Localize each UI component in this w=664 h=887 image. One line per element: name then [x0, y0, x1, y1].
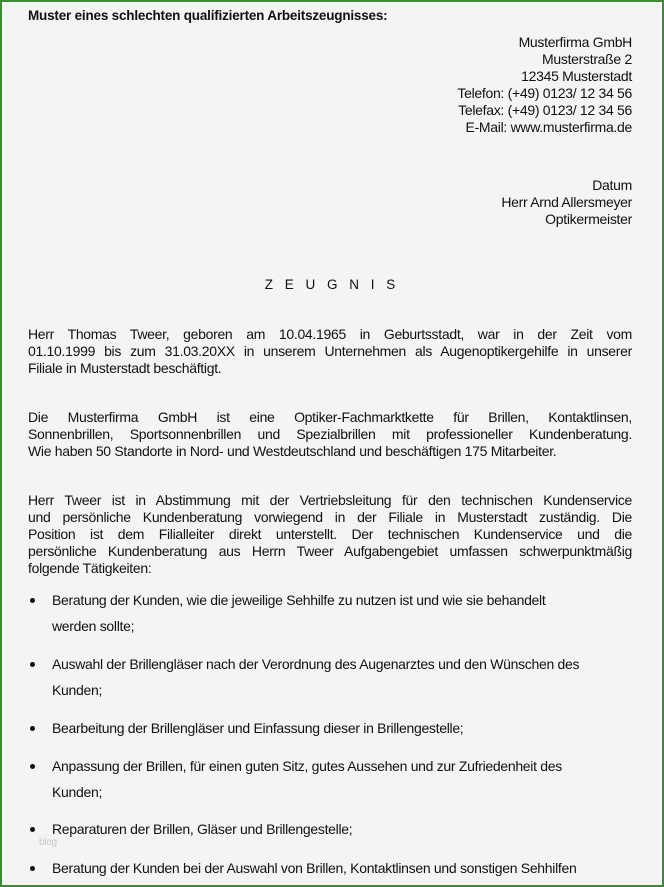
list-item: Beratung der Kunden, wie die jeweilige Sehhilfe zu nutzen ist und wie sie behandelt werden sollte; — [28, 587, 634, 639]
company-name: Musterfirma GmbH — [518, 34, 632, 50]
paragraph-employment — [28, 326, 632, 377]
text-line: Wie haben 50 Standorte in Nord- und Westdeutschland und beschäftigen 175 Mitarbeiter. — [28, 443, 557, 459]
company-street: Musterstraße 2 — [542, 51, 632, 67]
date: Datum — [592, 177, 632, 193]
signer-title: Optikermeister — [545, 211, 632, 227]
text-line: Herr Tweer ist in Abstimmung mit der Vertriebsleitung für den technischen Kundenservice — [28, 492, 632, 508]
company-address — [457, 34, 632, 136]
list-item: Anpassung der Brillen, für einen guten Sitz, gutes Aussehen und zur Zufriedenheit des Kunden; — [28, 753, 634, 805]
document-title: Muster eines schlechten qualifizierten Arbeitszeugnisses: — [28, 8, 388, 23]
certificate-heading: Z E U G N I S — [264, 277, 400, 292]
list-item: Auswahl der Brillengläser nach der Verordnung des Augenarztes und den Wünschen des Kunden; — [28, 651, 634, 703]
text-line: Sonnenbrillen, Sportsonnenbrillen und Spezialbrillen mit professioneller Kundenberatung. — [28, 426, 632, 442]
text-line: persönliche Kundenberatung aus Herrn Tweer Aufgabengebiet umfassen schwerpunktmäßig — [28, 543, 632, 559]
company-city: 12345 Musterstadt — [521, 68, 632, 84]
watermark: blog — [39, 837, 57, 848]
bullet-icon — [30, 726, 35, 731]
text-line: 01.10.1999 bis zum 31.03.20XX in unserem Unternehmen als Augenoptikergehilfe in unserer — [28, 343, 632, 359]
list-item: Reparaturen der Brillen, Gläser und Brillengestelle; — [28, 816, 634, 842]
bullet-icon — [30, 827, 35, 832]
list-item: Bearbeitung der Brillengläser und Einfassung dieser in Brillengestelle; — [28, 715, 634, 741]
text-line: Filiale in Musterstadt beschäftigt. — [28, 360, 222, 376]
paragraph-company — [28, 409, 632, 460]
company-email: E-Mail: www.musterfirma.de — [465, 119, 632, 135]
list-item: Beratung der Kunden bei der Auswahl von Brillen, Kontaktlinsen und sonstigen Sehhilfen — [28, 855, 634, 881]
company-phone: Telefon: (+49) 0123/ 12 34 56 — [457, 85, 632, 101]
bullet-icon — [30, 598, 35, 603]
text-line: Herr Thomas Tweer, geboren am 10.04.1965 in Geburtsstadt, war in der Zeit vom — [28, 326, 632, 342]
paragraph-duties — [28, 492, 632, 577]
text-line: Die Musterfirma GmbH ist eine Optiker-Fachmarktkette für Brillen, Kontaktlinsen, — [28, 409, 632, 425]
bullet-icon — [30, 662, 35, 667]
company-fax: Telefax: (+49) 0123/ 12 34 56 — [458, 102, 632, 118]
text-line: folgende Tätigkeiten: — [28, 560, 152, 576]
bullet-icon — [30, 866, 35, 871]
signer-name: Herr Arnd Allersmeyer — [501, 194, 632, 210]
signer-block — [501, 177, 632, 228]
bullet-icon — [30, 764, 35, 769]
text-line: und persönliche Kundenberatung vorwiegend in der Filiale in Musterstadt zuständig. Die — [28, 509, 632, 525]
text-line: Position ist dem Filialleiter direkt unterstellt. Der technischen Kundenservice und die — [28, 526, 632, 542]
